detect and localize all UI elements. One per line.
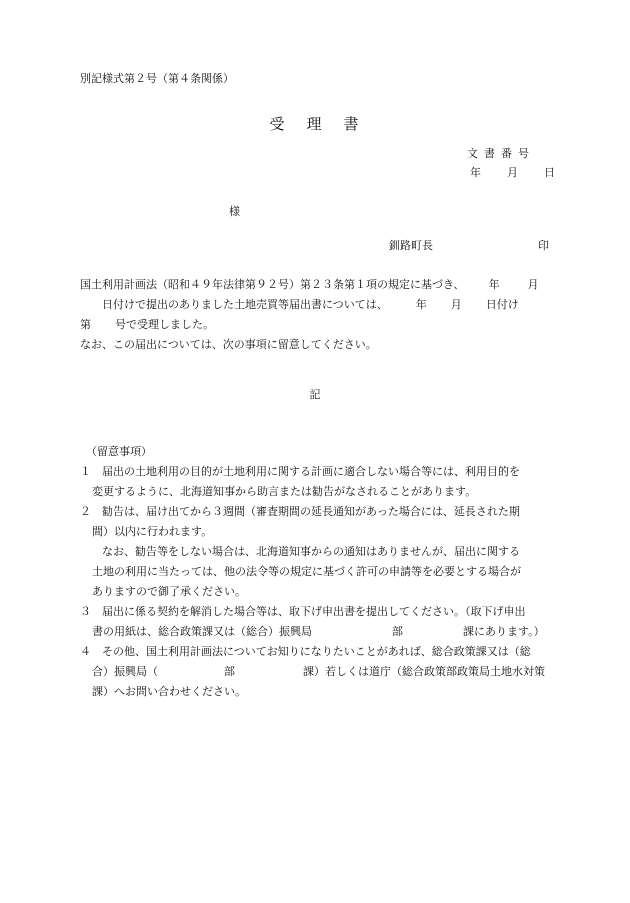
notes-section	[80, 442, 560, 702]
note-1-line-2: 変更するように、北海道知事から助言または勧告がなされることがあります。	[92, 485, 477, 498]
note-2-para-line-3: ありますので御了承ください。	[92, 585, 246, 598]
note-4-line-2: 合）振興局（ 部 課）若しくは道庁（総合政策部政策局土地水対策	[92, 665, 545, 678]
document-number-label: 文書番号	[467, 147, 535, 160]
note-2-para-line-1: なお、勧告等をしない場合は、北海道知事からの通知はありませんが、届出に関する	[102, 545, 520, 558]
date-day: 日	[544, 166, 555, 179]
addressee-suffix: 様	[229, 205, 240, 218]
date-line	[470, 165, 555, 180]
note-2-line-2: 間）以内に行われます。	[92, 525, 213, 538]
date-month: 月	[507, 166, 518, 179]
body-text	[80, 275, 560, 355]
form-identifier: 別記様式第２号（第４条関係）	[80, 72, 234, 85]
note-4-line-3: 課）へお問い合わせください。	[92, 685, 246, 698]
body-line-4: なお、この届出については、次の事項に留意してください。	[80, 338, 377, 351]
body-line-3: 第 号で受理しました。	[80, 318, 214, 331]
note-2-line-1: ２ 勧告は、届け出てから３週間（審査期間の延長通知があった場合には、延長された期	[80, 505, 520, 518]
body-line-1: 国土利用計画法（昭和４９年法律第９２号）第２３条第１項の規定に基づき、 年 月	[80, 278, 539, 291]
note-2-para-line-2: 土地の利用に当たっては、他の法令等の規定に基づく許可の申請等を必要とする場合が	[92, 565, 521, 578]
note-3-line-2: 書の用紙は、総合政策課又は（総合）振興局 部 課にあります。）	[92, 625, 545, 638]
body-line-2: 日付けで提出のありました土地売買等届出書については、 年 月 日付け	[102, 298, 519, 311]
note-4-line-1: ４ その他、国土利用計画法についてお知りになりたいことがあれば、総合政策課又は（総	[80, 645, 531, 658]
date-year: 年	[470, 166, 481, 179]
note-3-line-1: ３ 届出に係る契約を解消した場合等は、取下げ申出書を提出してください。（取下げ申出	[80, 605, 526, 618]
ki-heading: 記	[309, 388, 321, 401]
seal-mark: 印	[538, 239, 549, 252]
note-1-line-1: １ 届出の土地利用の目的が土地利用に関する計画に適合しない場合等には、利用目的を	[80, 465, 520, 478]
issuer-name: 釧路町長	[389, 239, 433, 252]
notes-heading: （留意事項）	[86, 445, 152, 458]
document-title: 受理書	[269, 115, 381, 133]
